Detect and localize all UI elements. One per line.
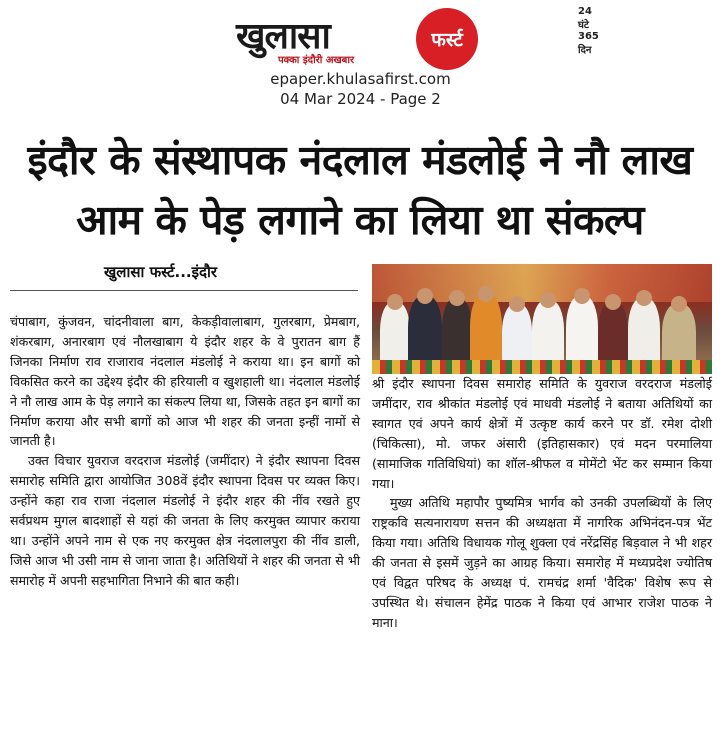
newspaper-logo <box>236 4 599 68</box>
article-headline: इंदौर के संस्थापक नंदलाल मंडलोई ने नौ लाख आम के पेड़ लगाने का लिया था संकल्प <box>27 136 693 244</box>
photo-flower-decoration <box>372 360 712 374</box>
event-photo <box>372 264 712 374</box>
byline-divider <box>10 290 358 291</box>
paragraph: चंपाबाग, कुंजवन, चांदनीवाला बाग, केकड़ीवालाबाग, गुलरबाग, प्रेमबाग, शंकरबाग, अनारबाग एवं नौलखाबाग ये इंदौर शहर के वे पुरातन बाग हैं जिनका निर्माण राव राजाराव नंदलाल मंडलोई ने कराया था। इन बागों को विकसित करने का उद्देश्य इंदौर की हरियाली व खुशहाली था। नंदलाल मंडलोई ने नौ लाख आम के पेड़ लगाने का संकल्प लिया था, जिसके तहत इन बागों का निर्माण कराया और सभी बागों को आज भी शहर की जनता इन्हीं नामों से जानती है। <box>10 314 360 449</box>
paragraph: मुख्य अतिथि महापौर पुष्यमित्र भार्गव को उनकी उपलब्धियों के लिए राष्ट्रकवि सत्यनारायण सत्तन की अध्यक्षता में नागरिक अभिनंदन-पत्र भेंट किया गया। अतिथि विधायक गोलू शुक्ला एवं नरेंद्रसिंह बिड़वाल ने भी शहर की जनता से इसमें जुड़ने का आग्रह किया। समारोह में मध्यप्रदेश ज्योतिष एवं विद्वत परिषद के अध्यक्ष पं. रामचंद्र शर्मा 'वैदिक' विशेष रूप से उपस्थित थे। संचालन हेमेंद्र पाठक ने किया एवं आभार राजेश पाठक ने माना। <box>372 495 712 630</box>
edition-date: 04 Mar 2024 - Page 2 <box>280 90 441 108</box>
article-left-column <box>10 312 360 591</box>
site-url: epaper.khulasafirst.com <box>270 70 451 88</box>
masthead <box>0 0 721 115</box>
paragraph: श्री इंदौर स्थापना दिवस समारोह समिति के युवराज वरदराज मंडलोई जमींदार, राव श्रीकांत मंडलोई एवं माधवी मंडलोई ने बताया अतिथियों का स्वागत एवं अपने कार्य क्षेत्रों में उत्कृष्ट कार्य करने पर डॉ. रमेश दोशी (चिकित्सा), मो. जफर अंसारी (इतिहासकार) एवं मदन परमालिया (सामाजिक गतिविधियां) का शॉल-श्रीफल व मोमेंटो भेंट कर सम्मान किया गया। <box>372 376 712 491</box>
logo-subtitle: पक्का इंदौरी अखबार <box>278 55 355 66</box>
article-byline: खुलासा फर्स्ट...इंदौर <box>104 263 217 281</box>
logo-tagline: 24 घंटे 365 दिन <box>578 6 599 56</box>
logo-name: खुलासा <box>236 16 330 57</box>
article-right-column <box>372 374 712 633</box>
logo-circle: फर्स्ट <box>416 8 478 70</box>
paragraph: उक्त विचार युवराज वरदराज मंडलोई (जमींदार) ने इंदौर स्थापना दिवस समारोह समिति द्वारा आयोजित 308वें इंदौर स्थापना दिवस पर व्यक्त किए। उन्होंने कहा राव राजा नंदलाल मंडलोई ने इंदौर शहर की नींव रखते हुए सर्वप्रथम मुगल बादशाहों से यहां की जनता के लिए करमुक्त व्यापार कराया था। उन्होंने अपने नाम से एक नए करमुक्त क्षेत्र नंदलालपुरा की नींव डाली, जिसे आज भी उसी नाम से जाना जाता है। अतिथियों ने शहर की जनता से भी समारोह में अपनी सहभागिता निभाने की बात कही। <box>10 453 361 588</box>
